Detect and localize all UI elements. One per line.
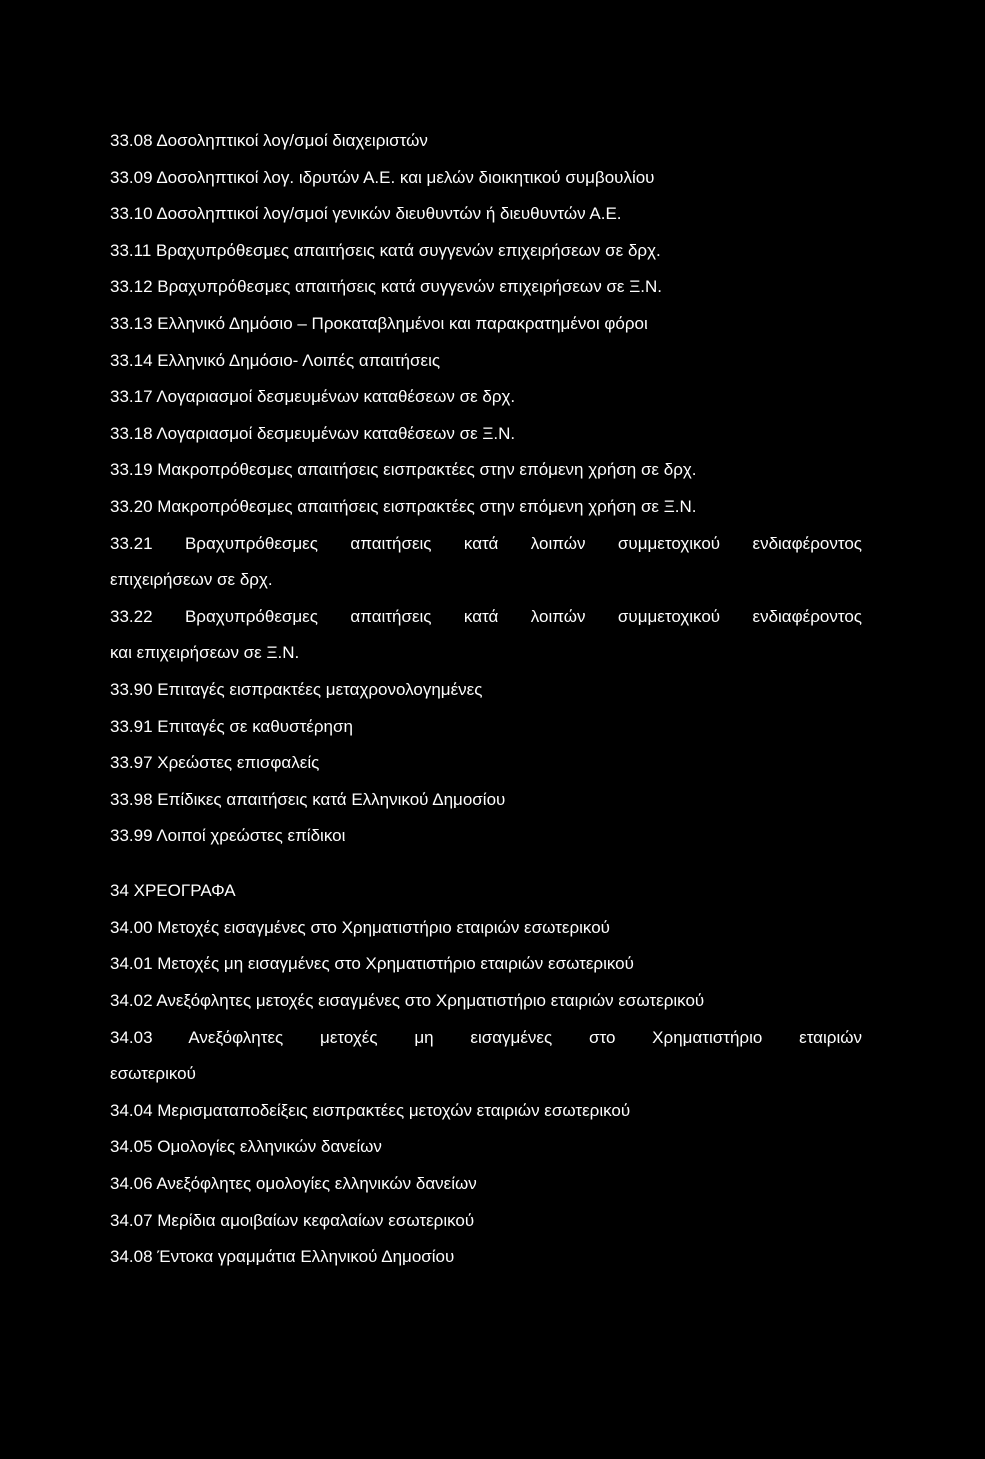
account-line-33-09: 33.09 Δοσοληπτικοί λογ. ιδρυτών Α.Ε. και μελών διοικητικού συμβουλίου [110,167,655,187]
account-line-33-22-cont: και επιχειρήσεων σε Ξ.Ν. [110,643,300,663]
account-line-33-21: 33.21 Βραχυπρόθεσμες απαιτήσεις κατά λοιπών συμμετοχικού ενδιαφέροντος [110,533,862,553]
account-line-33-13: 33.13 Ελληνικό Δημόσιο – Προκαταβλημένοι και παρακρατημένοι φόροι [110,313,648,333]
account-line-33-14: 33.14 Ελληνικό Δημόσιο- Λοιπές απαιτήσεις [110,350,441,370]
account-line-34-03-cont: εσωτερικού [110,1064,196,1084]
account-line-34-05: 34.05 Ομολογίες ελληνικών δανείων [110,1137,382,1157]
account-line-33-99: 33.99 Λοιποί χρεώστες επίδικοι [110,826,346,846]
account-line-34-01: 34.01 Μετοχές μη εισαγμένες στο Χρηματιστήριο εταιριών εσωτερικού [110,954,634,974]
account-line-33-90: 33.90 Επιταγές εισπρακτέες μεταχρονολογημένες [110,679,483,699]
account-line-33-18: 33.18 Λογαριασμοί δεσμευμένων καταθέσεων σε Ξ.Ν. [110,423,516,443]
account-line-34-08: 34.08 Έντοκα γραμμάτια Ελληνικού Δημοσίου [110,1247,455,1267]
account-line-33-97: 33.97 Χρεώστες επισφαλείς [110,753,320,773]
account-line-34-07: 34.07 Μερίδια αμοιβαίων κεφαλαίων εσωτερικού [110,1210,475,1230]
account-line-34-04: 34.04 Μερισματαποδείξεις εισπρακτέες μετοχών εταιριών εσωτερικού [110,1100,631,1120]
account-line-33-17: 33.17 Λογαριασμοί δεσμευμένων καταθέσεων σε δρχ. [110,387,516,407]
document-page [110,131,862,1284]
account-line-33-21-cont: επιχειρήσεων σε δρχ. [110,570,273,590]
account-line-33-19: 33.19 Μακροπρόθεσμες απαιτήσεις εισπρακτέες στην επόμενη χρήση σε δρχ. [110,460,697,480]
account-line-33-20: 33.20 Μακροπρόθεσμες απαιτήσεις εισπρακτέες στην επόμενη χρήση σε Ξ.Ν. [110,496,697,516]
account-line-33-98: 33.98 Επίδικες απαιτήσεις κατά Ελληνικού Δημοσίου [110,789,506,809]
account-line-33-12: 33.12 Βραχυπρόθεσμες απαιτήσεις κατά συγγενών επιχειρήσεων σε Ξ.Ν. [110,277,662,297]
account-line-34-02: 34.02 Ανεξόφλητες μετοχές εισαγμένες στο Χρηματιστήριο εταιριών εσωτερικού [110,991,705,1011]
account-line-33-08: 33.08 Δοσοληπτικοί λογ/σμοί διαχειριστών [110,131,428,150]
account-line-33-10: 33.10 Δοσοληπτικοί λογ/σμοί γενικών διευθυντών ή διευθυντών Α.Ε. [110,204,622,224]
account-line-34-00: 34.00 Μετοχές εισαγμένες στο Χρηματιστήριο εταιριών εσωτερικού [110,917,610,937]
account-line-34-06: 34.06 Ανεξόφλητες ομολογίες ελληνικών δανείων [110,1174,477,1194]
account-line-33-91: 33.91 Επιταγές σε καθυστέρηση [110,716,353,736]
account-line-33-11: 33.11 Βραχυπρόθεσμες απαιτήσεις κατά συγγενών επιχειρήσεων σε δρχ. [110,240,661,260]
account-line-33-22: 33.22 Βραχυπρόθεσμες απαιτήσεις κατά λοιπών συμμετοχικού ενδιαφέροντος [110,606,862,626]
account-line-34-03: 34.03 Ανεξόφλητες μετοχές μη εισαγμένες στο Χρηματιστήριο εταιριών [110,1027,862,1047]
section-heading-34: 34 ΧΡΕΟΓΡΑΦΑ [110,881,236,901]
